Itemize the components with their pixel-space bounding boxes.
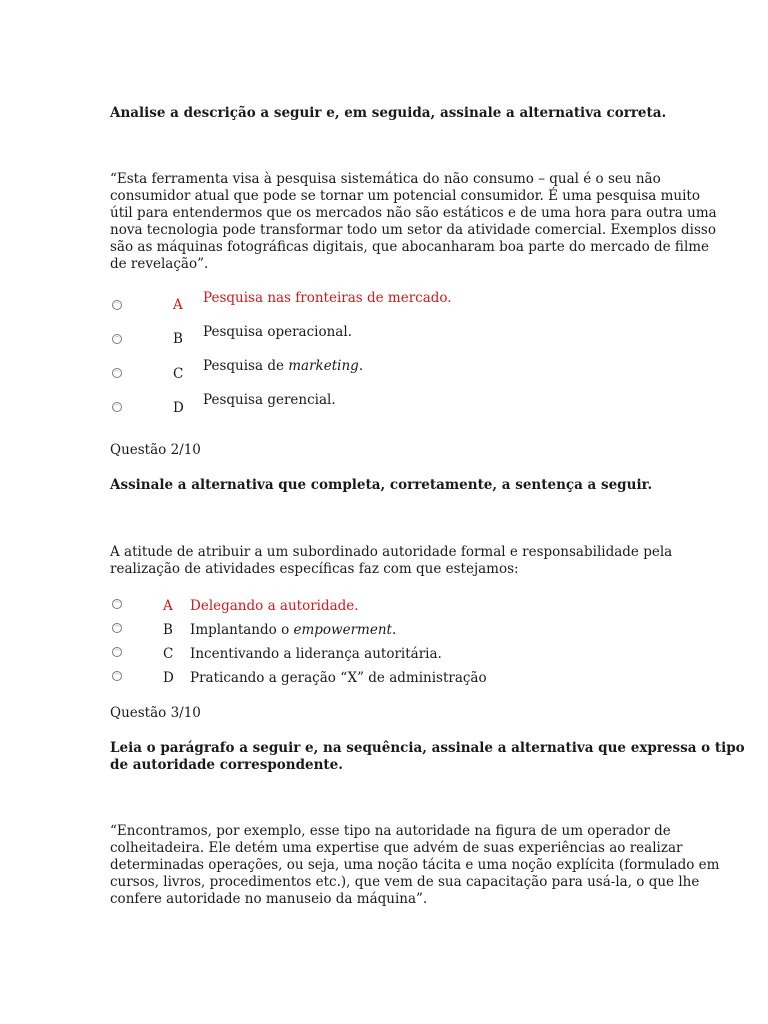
q3-quote-line: colheitadeira. Ele detém uma expertise que advém de suas experiências ao realizar (110, 840, 683, 856)
q3-instruction-line: de autoridade correspondente. (110, 757, 343, 773)
q1-option-c-radio[interactable] (112, 368, 122, 378)
q1-option-d-letter: D (173, 400, 184, 416)
q2-option-b-radio[interactable] (112, 623, 122, 633)
q2-option-b-text-before: Implantando o (190, 622, 294, 638)
q1-option-b-letter: B (173, 331, 183, 347)
q1-quote (110, 171, 717, 273)
q1-quote-line: nova tecnologia pode transformar todo um setor da atividade comercial. Exemplos disso (110, 222, 716, 238)
q3-instruction-line: Leia o parágrafo a seguir e, na sequência, assinale a alternativa que expressa o tipo (110, 740, 745, 756)
q1-quote-line: consumidor atual que pode se tornar um potencial consumidor. É uma pesquisa muito (110, 188, 700, 204)
q3-quote (110, 823, 719, 908)
q1-option-b-radio[interactable] (112, 334, 122, 344)
q1-option-c-text-before: Pesquisa de (203, 358, 289, 374)
q1-option-a-letter: A (173, 297, 183, 313)
q3-quote-line: “Encontramos, por exemplo, esse tipo na autoridade na figura de um operador de (110, 823, 671, 839)
q1-option-b-text[interactable]: Pesquisa operacional. (203, 324, 352, 340)
q2-statement (110, 544, 672, 578)
q1-option-a-radio[interactable] (112, 300, 122, 310)
q3-number: Questão 3/10 (110, 705, 201, 721)
q2-option-c-text[interactable]: Incentivando a liderança autoritária. (190, 646, 442, 662)
q2-option-b-text-after: . (391, 622, 397, 638)
q3-instruction (110, 740, 745, 774)
q2-option-b-text[interactable] (190, 622, 396, 639)
q2-instruction: Assinale a alternativa que completa, corretamente, a sentença a seguir. (110, 477, 653, 493)
q2-option-c-letter: C (163, 646, 174, 662)
q2-option-c-radio[interactable] (112, 647, 122, 657)
q2-statement-line: realização de atividades específicas faz com que estejamos: (110, 561, 519, 577)
q1-option-a-text[interactable]: Pesquisa nas fronteiras de mercado. (203, 290, 452, 306)
q1-quote-line: de revelação”. (110, 256, 209, 272)
q1-option-d-text[interactable]: Pesquisa gerencial. (203, 392, 336, 408)
q2-option-d-letter: D (163, 670, 174, 686)
q2-statement-line: A atitude de atribuir a um subordinado autoridade formal e responsabilidade pela (110, 544, 673, 560)
q3-quote-line: cursos, livros, procedimentos etc.), que vem de sua capacitação para usá-la, o que lhe (110, 874, 700, 890)
q2-option-a-letter: A (163, 598, 173, 614)
q3-quote-line: confere autoridade no manuseio da máquina”. (110, 891, 428, 907)
q2-option-a-radio[interactable] (112, 599, 122, 609)
q1-option-c-text[interactable] (203, 358, 363, 375)
q1-option-c-text-italic: marketing (288, 358, 359, 374)
q2-option-b-text-italic: empowerment (293, 622, 392, 638)
q1-option-d-radio[interactable] (112, 402, 122, 412)
q2-number: Questão 2/10 (110, 442, 201, 458)
q1-quote-line: útil para entendermos que os mercados não são estáticos e de uma hora para outra uma (110, 205, 717, 221)
q1-option-c-letter: C (173, 366, 184, 382)
q2-option-b-letter: B (163, 622, 173, 638)
q2-option-a-text[interactable]: Delegando a autoridade. (190, 598, 359, 614)
q3-quote-line: determinadas operações, ou seja, uma noção tácita e uma noção explícita (formulado em (110, 857, 720, 873)
q1-instruction: Analise a descrição a seguir e, em seguida, assinale a alternativa correta. (110, 105, 667, 121)
q2-option-d-text[interactable]: Praticando a geração “X” de administração (190, 670, 487, 686)
q1-quote-line: são as máquinas fotográficas digitais, que abocanharam boa parte do mercado de filme (110, 239, 710, 255)
q2-option-d-radio[interactable] (112, 671, 122, 681)
q1-option-c-text-after: . (358, 358, 364, 374)
q1-quote-line: “Esta ferramenta visa à pesquisa sistemática do não consumo – qual é o seu não (110, 171, 661, 187)
